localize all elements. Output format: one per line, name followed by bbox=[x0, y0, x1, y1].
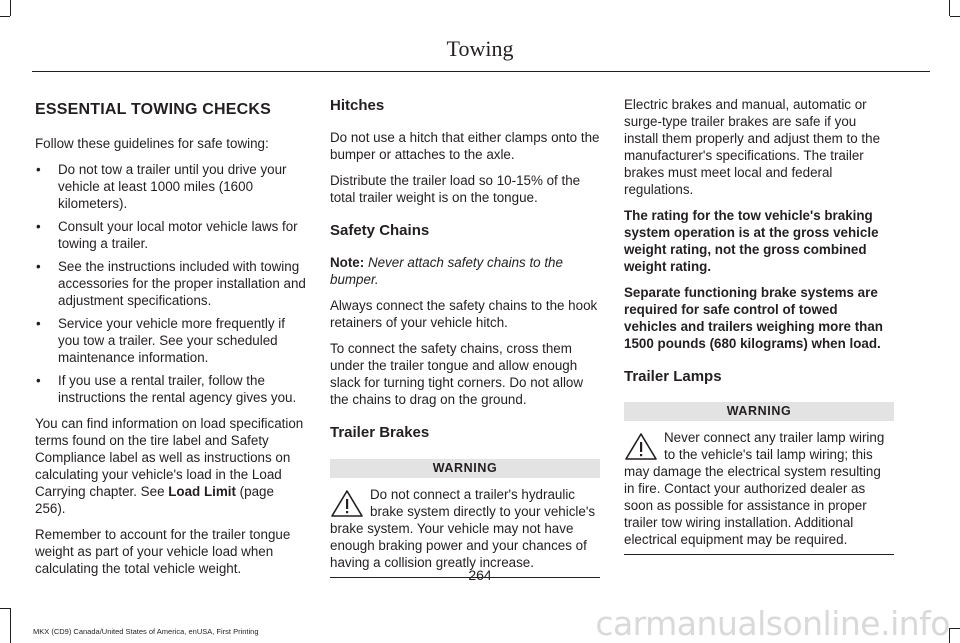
intro-text: Follow these guidelines for safe towing: bbox=[35, 136, 269, 151]
list-item bbox=[35, 258, 307, 309]
section-title: ESSENTIAL TOWING CHECKS bbox=[35, 101, 272, 118]
warning-text: Do not connect a trailer's hydraulic brake system directly to your vehicle's brake system. Your vehicle may not have enough braking power and your chances of having a collision greatly increase. bbox=[330, 487, 596, 570]
guidelines-list bbox=[35, 161, 307, 406]
watermark: carmanualsonline.info bbox=[595, 604, 950, 643]
list-item-text: Service your vehicle more frequently if you tow a trailer. See your scheduled maintenance information. bbox=[58, 316, 285, 365]
list-item-text: See the instructions included with towing accessories for the proper installation and adjustment specifications. bbox=[58, 259, 306, 308]
column-right bbox=[624, 96, 894, 555]
page-header-title: Towing bbox=[446, 36, 514, 61]
note-paragraph bbox=[330, 254, 600, 288]
crop-mark-top-left-v bbox=[10, 0, 11, 16]
header-rule bbox=[32, 71, 930, 72]
bullet-icon: • bbox=[36, 259, 41, 274]
note-label: Note: bbox=[330, 255, 365, 270]
load-limit-page-ref: (page 256). bbox=[35, 484, 274, 516]
chains-paragraph-1: Always connect the safety chains to the hook retainers of your vehicle hitch. bbox=[330, 298, 598, 330]
list-item bbox=[35, 218, 307, 252]
warning-text: Never connect any trailer lamp wiring to the vehicle's tail lamp wiring; this may damage the electrical system resulting in fire. Contact your authorized dealer as soon as possible for assistance in proper trailer tow wiring installation. Additional electrical equipment may be required. bbox=[624, 430, 885, 547]
list-item bbox=[35, 161, 307, 212]
bullet-icon: • bbox=[36, 219, 41, 234]
crop-mark-bottom-left-h bbox=[0, 608, 10, 609]
trailer-lamps-heading: Trailer Lamps bbox=[624, 368, 722, 385]
bullet-icon: • bbox=[36, 316, 41, 331]
warning-triangle-icon bbox=[624, 432, 658, 462]
list-item-text: If you use a rental trailer, follow the instructions the rental agency gives you. bbox=[58, 373, 297, 405]
publication-footer: MKX (CD9) Canada/United States of America, enUSA, First Printing bbox=[33, 627, 259, 636]
crop-mark-bottom-right-h bbox=[950, 628, 960, 629]
load-info-text: You can find information on load specification terms found on the tire label and Safety Compliance label as well as instructions on calculating your vehicle's load in the Load Carrying chapter. See bbox=[35, 416, 304, 499]
crop-mark-top-left-h bbox=[0, 16, 10, 17]
chains-paragraph-2: To connect the safety chains, cross them under the trailer tongue and allow enough slack for turning tight corners. Do not allow the chains to drag on the ground. bbox=[330, 341, 584, 407]
load-limit-link[interactable]: Load Limit bbox=[168, 484, 236, 499]
hitches-heading: Hitches bbox=[330, 97, 385, 114]
warning-banner: WARNING bbox=[624, 402, 894, 421]
list-item bbox=[35, 315, 307, 366]
warning-box bbox=[330, 486, 600, 578]
electric-brakes-paragraph: Electric brakes and manual, automatic or surge-type trailer brakes are safe if you install them properly and adjust them to the manufacturer's specifications. The trailer brakes must meet local and federal regulations. bbox=[624, 97, 881, 197]
bullet-icon: • bbox=[36, 373, 41, 388]
crop-mark-top-right-h bbox=[950, 16, 960, 17]
separate-brakes-paragraph: Separate functioning brake systems are required for safe control of towed vehicles and trailers weighing more than 1500 pounds (680 kilograms) when load. bbox=[624, 285, 883, 351]
remember-paragraph: Remember to account for the trailer tongue weight as part of your vehicle load when calculating the total vehicle weight. bbox=[35, 527, 291, 576]
hitches-paragraph-2: Distribute the trailer load so 10-15% of the total trailer weight is on the tongue. bbox=[330, 173, 581, 205]
load-info-paragraph bbox=[35, 415, 307, 517]
hitches-paragraph-1: Do not use a hitch that either clamps onto the bumper or attaches to the axle. bbox=[330, 130, 600, 162]
bullet-icon: • bbox=[36, 162, 41, 177]
warning-triangle-icon bbox=[330, 489, 364, 519]
trailer-brakes-heading: Trailer Brakes bbox=[330, 424, 430, 441]
list-item-text: Do not tow a trailer until you drive your vehicle at least 1000 miles (1600 kilometers). bbox=[58, 162, 287, 211]
column-middle bbox=[330, 96, 600, 578]
column-left bbox=[35, 96, 307, 586]
note-text: Never attach safety chains to the bumper. bbox=[330, 255, 563, 287]
warning-box bbox=[624, 429, 894, 555]
crop-mark-bottom-left-v bbox=[10, 608, 11, 643]
safety-chains-heading: Safety Chains bbox=[330, 222, 430, 239]
crop-mark-top-right-v bbox=[949, 0, 950, 16]
list-item-text: Consult your local motor vehicle laws for towing a trailer. bbox=[58, 219, 298, 251]
list-item bbox=[35, 372, 307, 406]
warning-banner: WARNING bbox=[330, 459, 600, 478]
braking-rating-paragraph: The rating for the tow vehicle's braking system operation is at the gross vehicle weight rating, not the gross combined weight rating. bbox=[624, 208, 879, 274]
page-number: 264 bbox=[468, 567, 492, 583]
